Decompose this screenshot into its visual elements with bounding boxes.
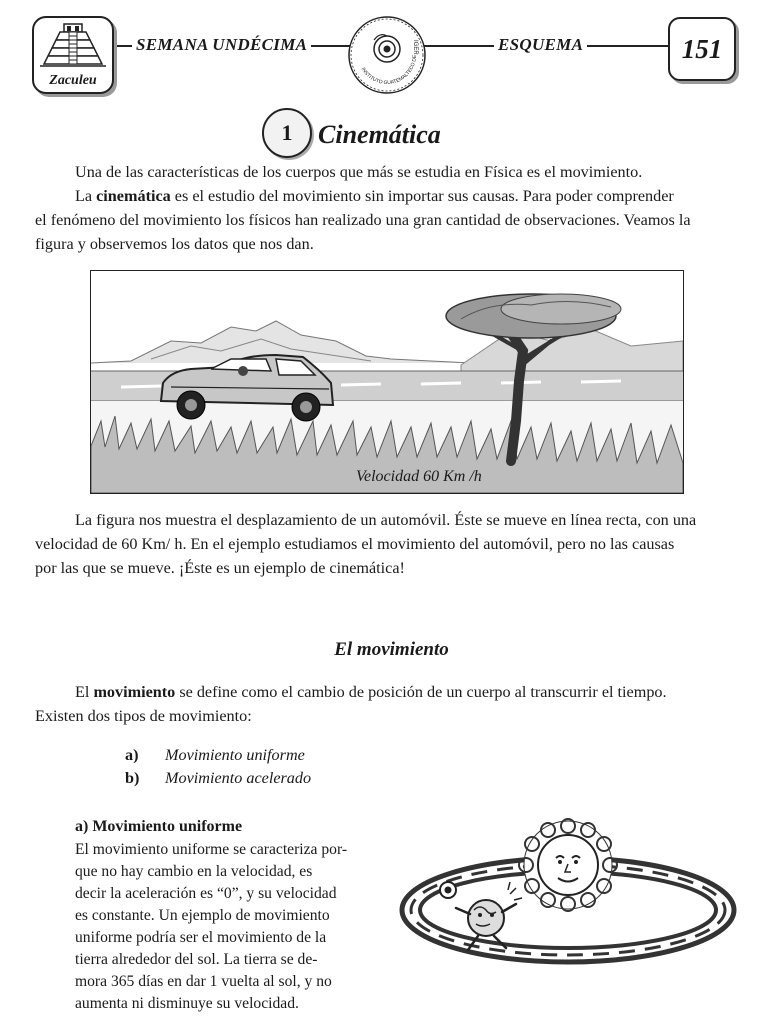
page-title: Cinemática bbox=[318, 120, 441, 149]
movement-heading: El movimiento bbox=[334, 639, 449, 660]
seal-acronym: IGER bbox=[412, 40, 418, 55]
page-number: 151 bbox=[668, 17, 736, 81]
intro-paragraph-1: Una de las características de los cuerpos que más se estudia en Física es el movimiento. bbox=[75, 163, 643, 181]
earth-orbit-illustration bbox=[398, 810, 738, 970]
iger-seal bbox=[346, 14, 428, 96]
list-item: b) Movimiento acelerado bbox=[125, 769, 312, 787]
pyramid-icon bbox=[34, 18, 112, 74]
list-item: a) Movimiento uniforme bbox=[125, 746, 305, 764]
cinematica-term: cinemática bbox=[96, 187, 171, 205]
intro-paragraph-2: La cinemática es el estudio del movimiento sin importar sus causas. Para poder comprender el fenómeno del movimiento los físicos han realizado una gran cantidad de observaciones. Veamos la figura y observemos los datos que nos dan. bbox=[35, 187, 691, 253]
zaculeu-logo bbox=[32, 16, 114, 94]
logo-label: Zaculeu bbox=[49, 73, 97, 88]
seal-text: INSTITUTO GUATEMALTECO DE bbox=[359, 54, 419, 87]
section-number: 1 bbox=[262, 108, 312, 158]
uniform-motion-text: El movimiento uniforme se caracteriza por- que no hay cambio en la velocidad, es decir la aceleración es “0”, y su velocidad es constante. Un ejemplo de movimiento uniforme podría ser el movimiento de la tierra alrededor del sol. La tierra se de- mora 365 días en dar 1 vuelta al sol, y no aumenta ni disminuye su velocidad. bbox=[75, 841, 348, 1012]
movement-definition: El movimiento se define como el cambio de posición de un cuerpo al transcurrir el tiempo. Existen dos tipos de movimiento: bbox=[35, 683, 667, 725]
uniform-motion-heading: a) Movimiento uniforme bbox=[75, 818, 243, 835]
figure-caption: Velocidad 60 Km /h bbox=[356, 468, 482, 485]
movimiento-term: movimiento bbox=[93, 683, 176, 701]
car-illustration bbox=[90, 270, 684, 494]
section-label: ESQUEMA bbox=[494, 35, 587, 55]
figure-explanation: La figura nos muestra el desplazamiento de un automóvil. Éste se mueve en línea recta, con una velocidad de 60 Km/ h. En el ejemplo estudiamos el movimiento del automóvil, pero no las causas por las que se mueve. ¡Éste es un ejemplo de cinemática! bbox=[35, 511, 697, 577]
week-label: SEMANA UNDÉCIMA bbox=[132, 35, 311, 55]
